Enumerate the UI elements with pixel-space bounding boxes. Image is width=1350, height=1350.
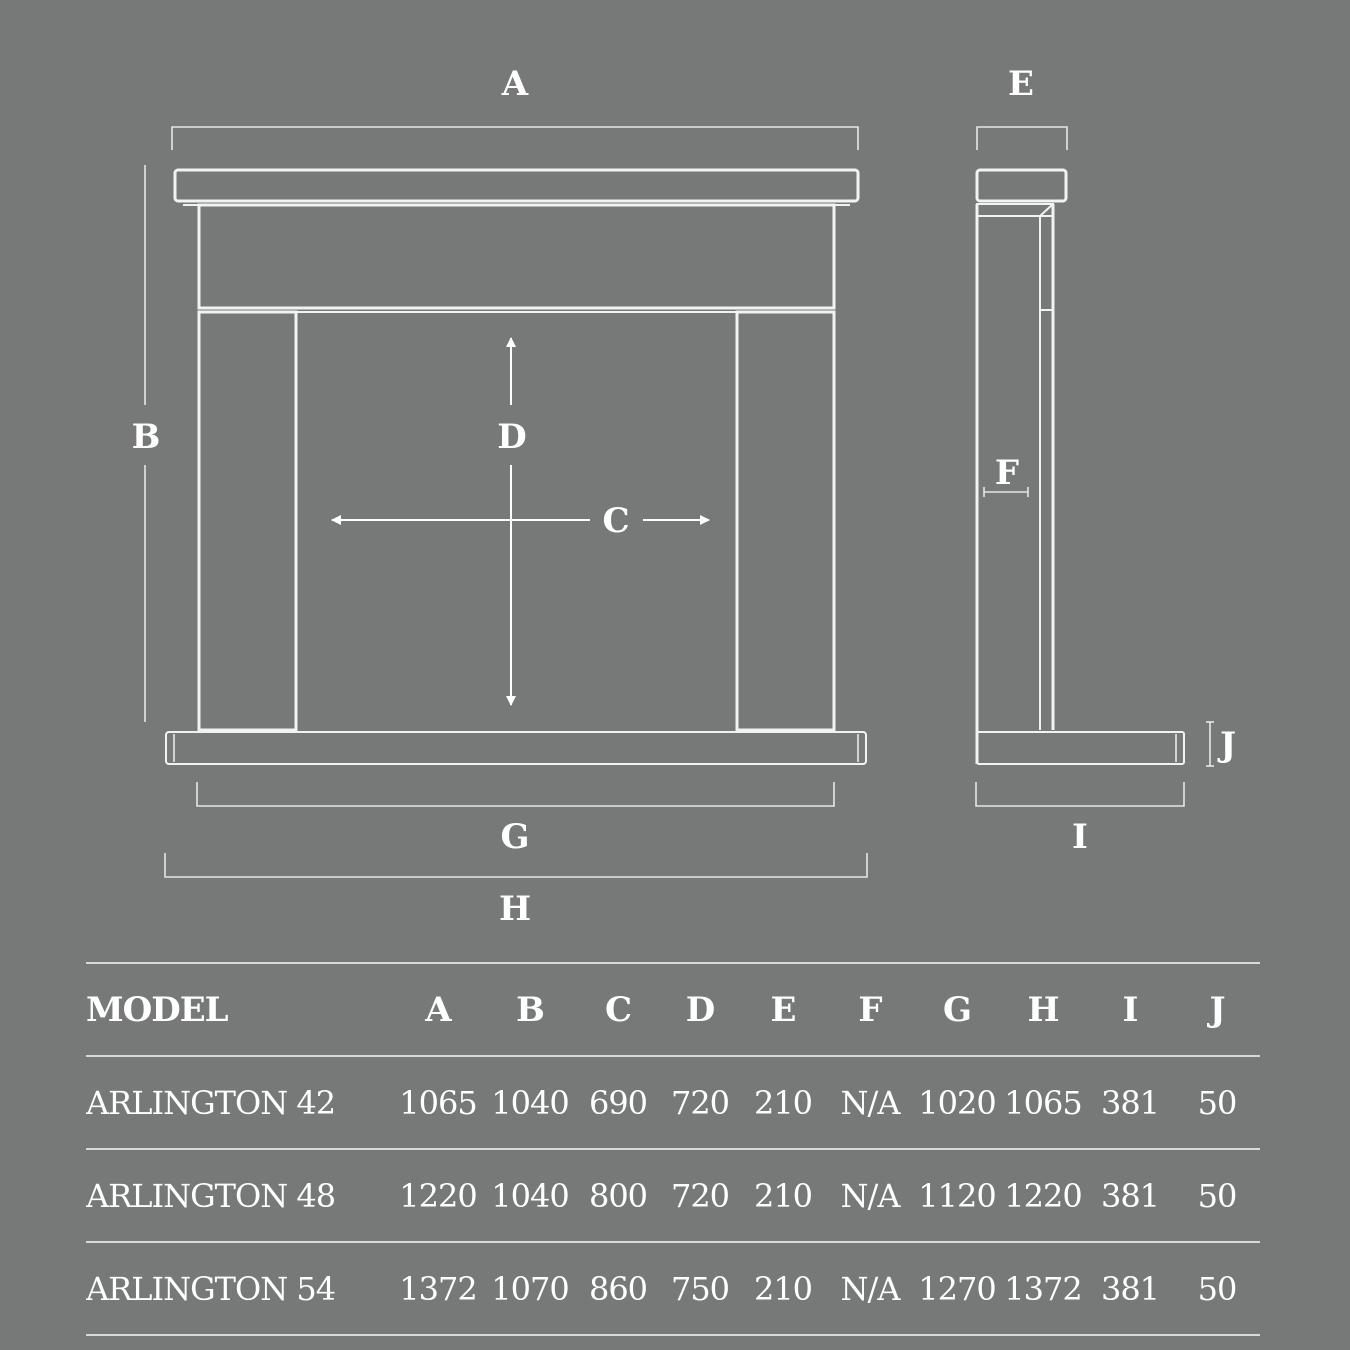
header-g: G [914,963,1000,1056]
cell-model: ARLINGTON 54 [86,1242,392,1335]
cell-model: ARLINGTON 42 [86,1056,392,1149]
hearth [166,732,866,764]
dimension-label-b: B [131,417,161,457]
table-row [86,1149,1260,1242]
header-h: H [1000,963,1086,1056]
cell-d: 720 [660,1149,740,1242]
cell-j: 50 [1174,1149,1260,1242]
side-mantel-shelf [977,170,1066,201]
cell-g: 1120 [914,1149,1000,1242]
cell-c: 800 [576,1149,660,1242]
header-a: A [392,963,484,1056]
right-leg [737,312,834,730]
side-frieze-bevel [1040,204,1053,216]
header-c: C [576,963,660,1056]
cell-b: 1070 [484,1242,576,1335]
cell-g: 1020 [914,1056,1000,1149]
dimension-label-a: A [501,64,529,104]
cell-c: 860 [576,1242,660,1335]
cell-f: N/A [826,1242,914,1335]
cell-e: 210 [740,1149,826,1242]
header-b: B [484,963,576,1056]
header-i: I [1086,963,1174,1056]
dimension-label-f: F [994,453,1020,493]
cell-d: 750 [660,1242,740,1335]
left-leg [199,312,296,730]
cell-j: 50 [1174,1056,1260,1149]
cell-i: 381 [1086,1056,1174,1149]
cell-j: 50 [1174,1242,1260,1335]
side-hearth [977,732,1184,764]
opening-arrows [332,338,709,705]
cell-i: 381 [1086,1149,1174,1242]
dimension-label-e: E [1008,64,1034,104]
header-j: J [1174,963,1260,1056]
cell-g: 1270 [914,1242,1000,1335]
dimension-label-d: D [497,417,527,457]
cell-f: N/A [826,1149,914,1242]
mantel-shelf [175,170,858,201]
cell-c: 690 [576,1056,660,1149]
cell-b: 1040 [484,1149,576,1242]
cell-d: 720 [660,1056,740,1149]
header-model: MODEL [86,963,392,1056]
header-d: D [660,963,740,1056]
cell-model: ARLINGTON 48 [86,1149,392,1242]
frieze-panel [199,205,834,308]
table-row [86,1242,1260,1335]
dimension-label-c: C [602,501,630,541]
dimensions-table [86,962,1260,1336]
front-elevation [166,170,866,764]
dimension-g-bracket [197,782,834,806]
cell-b: 1040 [484,1056,576,1149]
cell-f: N/A [826,1056,914,1149]
dimension-i-bracket [976,782,1184,806]
cell-e: 210 [740,1056,826,1149]
table-row [86,1056,1260,1149]
cell-a: 1372 [392,1242,484,1335]
dimension-label-g: G [500,817,530,857]
cell-e: 210 [740,1242,826,1335]
dimension-a-bracket [172,127,858,150]
dimension-label-h: H [498,889,532,929]
cell-a: 1220 [392,1149,484,1242]
cell-h: 1372 [1000,1242,1086,1335]
cell-a: 1065 [392,1056,484,1149]
header-f: F [826,963,914,1056]
cell-i: 381 [1086,1242,1174,1335]
cell-h: 1065 [1000,1056,1086,1149]
cell-h: 1220 [1000,1149,1086,1242]
dimension-label-j: J [1219,725,1237,765]
header-e: E [740,963,826,1056]
dimension-e-bracket [977,127,1067,150]
dimension-label-i: I [1072,817,1088,857]
table-header-row [86,963,1260,1056]
